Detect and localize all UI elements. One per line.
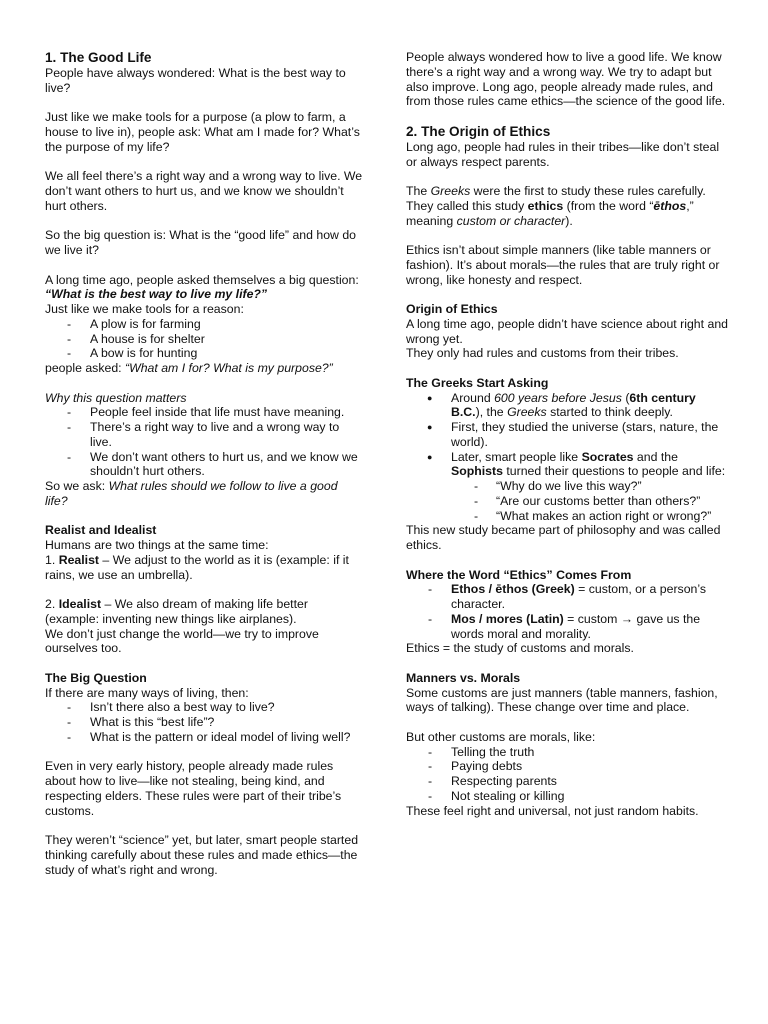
paragraph: Ethics = the study of customs and morals. (406, 641, 634, 656)
right-column (406, 50, 728, 818)
paragraph-greeks: The Greeks were the first to study these rules carefully. They called this study ethics (from the word “ēthos,” meaning custom or character). (406, 184, 706, 228)
list-item: - A bow is for hunting (45, 346, 363, 361)
paragraph: People have always wondered: What is the best way to live? (45, 66, 346, 95)
section-heading-origin: 2. The Origin of Ethics (406, 123, 551, 139)
heading-word-ethics: Where the Word “Ethics” Comes From (406, 567, 632, 582)
list-item: - Paying debts (406, 759, 728, 774)
list-item: ● Around 600 years before Jesus (6th century B.C.), the Greeks started to think deeply. (406, 391, 728, 421)
word-origin-list (406, 582, 728, 641)
list-item: - Isn’t there also a best way to live? (45, 700, 363, 715)
paragraph: If there are many ways of living, then: (45, 685, 249, 700)
heading-greeks-start-asking: The Greeks Start Asking (406, 375, 549, 390)
paragraph: Even in very early history, people already made rules about how to live—like not stealing, being kind, and respecting elders. These rules were part of their tribe’s customs. (45, 759, 342, 818)
why-list (45, 405, 363, 479)
list-item: ● First, they studied the universe (stars, nature, the world). (406, 420, 728, 450)
list-item: - Not stealing or killing (406, 789, 728, 804)
list-item: - Mos / mores (Latin) = custom → gave us the words moral and morality. (406, 612, 728, 642)
questions-sublist (406, 479, 728, 523)
section-heading-good-life: 1. The Good Life (45, 50, 152, 65)
list-item: ● Later, smart people like Socrates and the Sophists turned their questions to people and life: (406, 450, 728, 480)
heading-big-question: The Big Question (45, 670, 147, 685)
list-item: - What is this “best life”? (45, 715, 363, 730)
list-item: - Ethos / ēthos (Greek) = custom, or a person’s character. (406, 582, 728, 612)
list-item: - People feel inside that life must have meaning. (45, 405, 363, 420)
tools-list (45, 317, 363, 361)
list-item: - A plow is for farming (45, 317, 363, 332)
list-item: - “Are our customs better than others?” (406, 494, 728, 509)
paragraph: A long time ago, people didn’t have science about right and wrong yet. (406, 316, 728, 346)
paragraph-realist: 1. Realist – We adjust to the world as it is (example: if it rains, we use an umbrella). (45, 552, 349, 582)
big-question-list (45, 700, 363, 744)
paragraph: But other customs are morals, like: (406, 729, 596, 744)
heading-origin-of-ethics: Origin of Ethics (406, 302, 498, 316)
paragraph: So we ask: What rules should we follow to live a good life? (45, 479, 338, 508)
paragraph: Some customs are just manners (table manners, fashion, ways of talking). These change over time and place. (406, 685, 718, 715)
quote-best-way: “What is the best way to live my life?” (45, 287, 268, 302)
paragraph-idealist: 2. Idealist – We also dream of making life better (example: inventing new things like airplanes). (45, 597, 308, 626)
paragraph: So the big question is: What is the “good life” and how do we live it? (45, 228, 357, 257)
paragraph: This new study became part of philosophy and was called ethics. (406, 523, 721, 552)
list-item: - What is the pattern or ideal model of living well? (45, 730, 363, 745)
list-item: - “What makes an action right or wrong?” (406, 509, 728, 524)
left-column (45, 50, 363, 877)
paragraph: They only had rules and customs from their tribes. (406, 346, 679, 361)
list-item: - “Why do we live this way?” (406, 479, 728, 494)
paragraph: Humans are two things at the same time: (45, 538, 269, 552)
list-item: - There’s a right way to live and a wrong way to live. (45, 420, 363, 450)
paragraph: Just like we make tools for a reason: (45, 302, 244, 316)
list-item: - We don’t want others to hurt us, and we know we shouldn’t hurt others. (45, 450, 363, 480)
paragraph: We don’t just change the world—we try to improve ourselves too. (45, 626, 319, 656)
paragraph: people asked: “What am I for? What is my purpose?” (45, 361, 333, 375)
subheading-why: Why this question matters (45, 390, 187, 405)
paragraph: They weren’t “science” yet, but later, smart people started thinking carefully about these rules and made ethics—the study of what’s right and wrong. (45, 833, 359, 877)
heading-manners-morals: Manners vs. Morals (406, 670, 521, 685)
paragraph: A long time ago, people asked themselves a big question: (45, 272, 359, 287)
paragraph: Ethics isn’t about simple manners (like table manners or fashion). It’s about morals—the rules that are truly right or wrong, like honesty and respect. (406, 243, 720, 287)
greeks-list (406, 391, 728, 480)
paragraph: People always wondered how to live a good life. We know there’s a right way and a wrong way. We try to adapt but also improve. Long ago, people already made rules, and from those rules came ethics—the science of the good life. (406, 50, 726, 109)
morals-list (406, 745, 728, 804)
list-item: - Telling the truth (406, 745, 728, 760)
paragraph: Long ago, people had rules in their tribes—like don’t steal or always respect parents. (406, 139, 720, 169)
list-item: - Respecting parents (406, 774, 728, 789)
list-item: - A house is for shelter (45, 332, 363, 347)
paragraph: We all feel there’s a right way and a wrong way to live. We don’t want others to hurt us, and we know we shouldn’t hurt others. (45, 169, 363, 213)
heading-realist-idealist: Realist and Idealist (45, 523, 157, 538)
paragraph: These feel right and universal, not just random habits. (406, 803, 699, 818)
paragraph: Just like we make tools for a purpose (a plow to farm, a house to live in), people ask: What am I made for? What’s the purpose of my life? (45, 110, 360, 154)
